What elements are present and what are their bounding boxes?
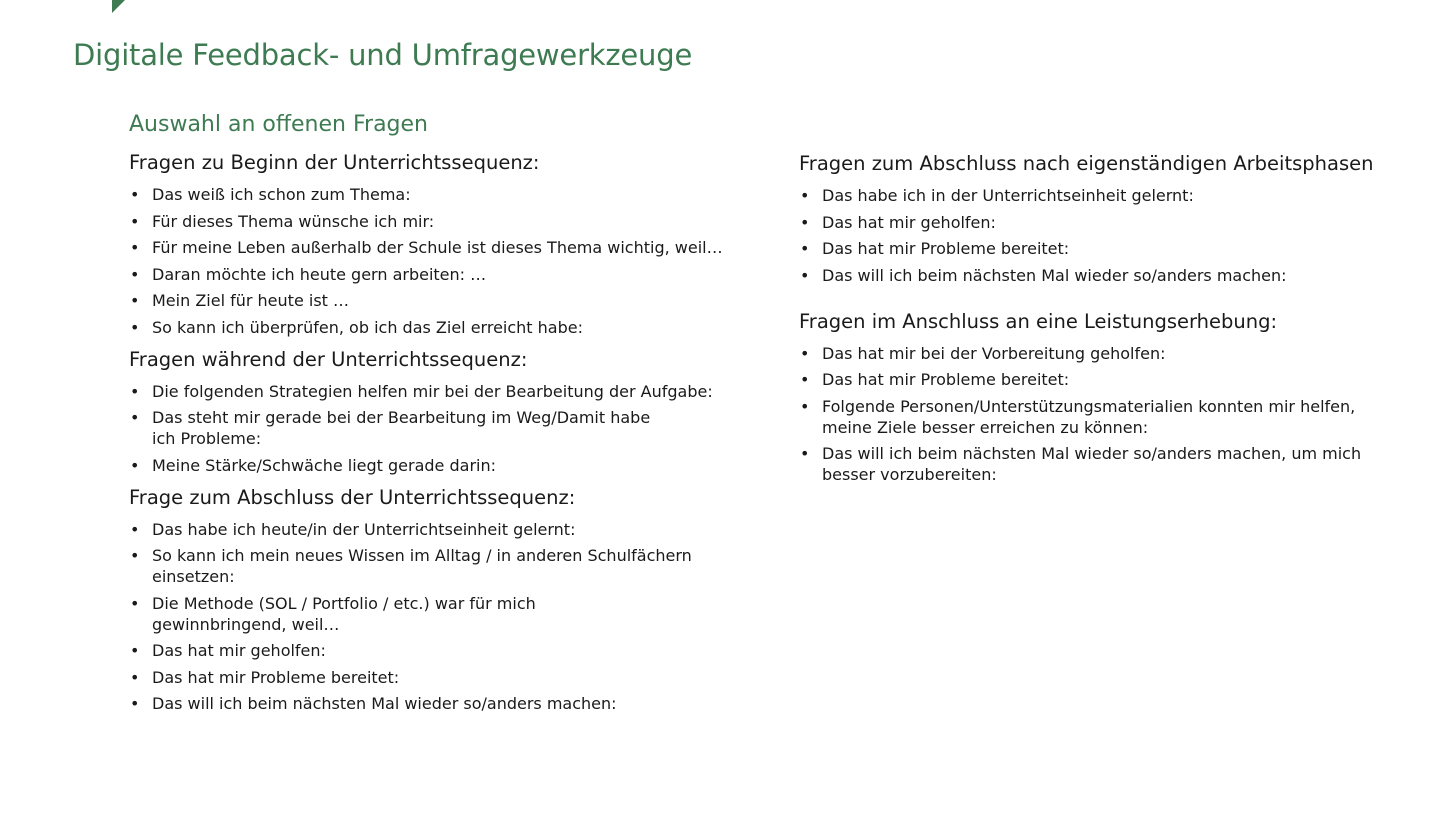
list-item: • Das hat mir Probleme bereitet: bbox=[129, 667, 729, 688]
list-item: • Für dieses Thema wünsche ich mir: bbox=[129, 211, 729, 232]
list-item: • Das habe ich in der Unterrichtseinheit gelernt: bbox=[799, 185, 1379, 206]
list-item: • Das habe ich heute/in der Unterrichtseinheit gelernt: bbox=[129, 519, 729, 540]
list-item: • Die folgenden Strategien helfen mir bei der Bearbeitung der Aufgabe: bbox=[129, 381, 729, 402]
list-item: • Das steht mir gerade bei der Bearbeitung im Weg/Damit habe ich Probleme: bbox=[129, 407, 672, 449]
section-heading: Fragen zu Beginn der Unterrichtssequenz: bbox=[129, 151, 540, 174]
section-waehrend bbox=[129, 346, 729, 476]
list-item: • Daran möchte ich heute gern arbeiten: … bbox=[129, 264, 729, 285]
list-item: • Das will ich beim nächsten Mal wieder so/anders machen, um mich besser vorzubereiten: bbox=[799, 443, 1379, 485]
question-list bbox=[129, 519, 729, 715]
question-list bbox=[129, 184, 729, 338]
list-item: • So kann ich überprüfen, ob ich das Ziel erreicht habe: bbox=[129, 317, 729, 338]
list-item: • Das weiß ich schon zum Thema: bbox=[129, 184, 729, 205]
list-item: • Das hat mir bei der Vorbereitung geholfen: bbox=[799, 343, 1379, 364]
list-item: • Das will ich beim nächsten Mal wieder so/anders machen: bbox=[129, 693, 729, 714]
list-item: • Das hat mir geholfen: bbox=[799, 212, 1379, 233]
list-item: • Für meine Leben außerhalb der Schule ist dieses Thema wichtig, weil… bbox=[129, 237, 729, 258]
list-item: • So kann ich mein neues Wissen im Alltag / in anderen Schulfächern einsetzen: bbox=[129, 545, 692, 587]
section-leistungserhebung bbox=[799, 308, 1379, 486]
question-list bbox=[799, 185, 1379, 286]
section-heading: Fragen zum Abschluss nach eigenständigen Arbeitsphasen bbox=[799, 152, 1374, 175]
section-heading: Frage zum Abschluss der Unterrichtssequenz: bbox=[129, 485, 576, 509]
list-item: • Das hat mir geholfen: bbox=[129, 640, 729, 661]
list-item: • Das hat mir Probleme bereitet: bbox=[799, 238, 1379, 259]
right-column bbox=[799, 150, 1379, 507]
section-heading: Fragen während der Unterrichtssequenz: bbox=[129, 347, 528, 371]
section-beginn bbox=[129, 149, 729, 338]
section-abschluss bbox=[129, 484, 729, 715]
list-item: • Folgende Personen/Unterstützungsmaterialien konnten mir helfen, meine Ziele besser erreichen zu können: bbox=[799, 396, 1379, 438]
section-arbeitsphasen bbox=[799, 150, 1379, 286]
question-list bbox=[799, 343, 1379, 486]
list-item: • Mein Ziel für heute ist … bbox=[129, 290, 729, 311]
section-heading: Fragen im Anschluss an eine Leistungserhebung: bbox=[799, 309, 1278, 333]
list-item: • Das hat mir Probleme bereitet: bbox=[799, 369, 1379, 390]
list-item: • Das will ich beim nächsten Mal wieder so/anders machen: bbox=[799, 265, 1379, 286]
slide-title: Digitale Feedback- und Umfragewerkzeuge bbox=[73, 38, 693, 72]
corner-accent-triangle bbox=[112, 0, 125, 13]
subtitle: Auswahl an offenen Fragen bbox=[129, 112, 428, 137]
list-item: • Meine Stärke/Schwäche liegt gerade darin: bbox=[129, 455, 729, 476]
list-item: • Die Methode (SOL / Portfolio / etc.) war für mich gewinnbringend, weil… bbox=[129, 593, 672, 635]
left-column bbox=[129, 110, 729, 722]
question-list bbox=[129, 381, 729, 476]
